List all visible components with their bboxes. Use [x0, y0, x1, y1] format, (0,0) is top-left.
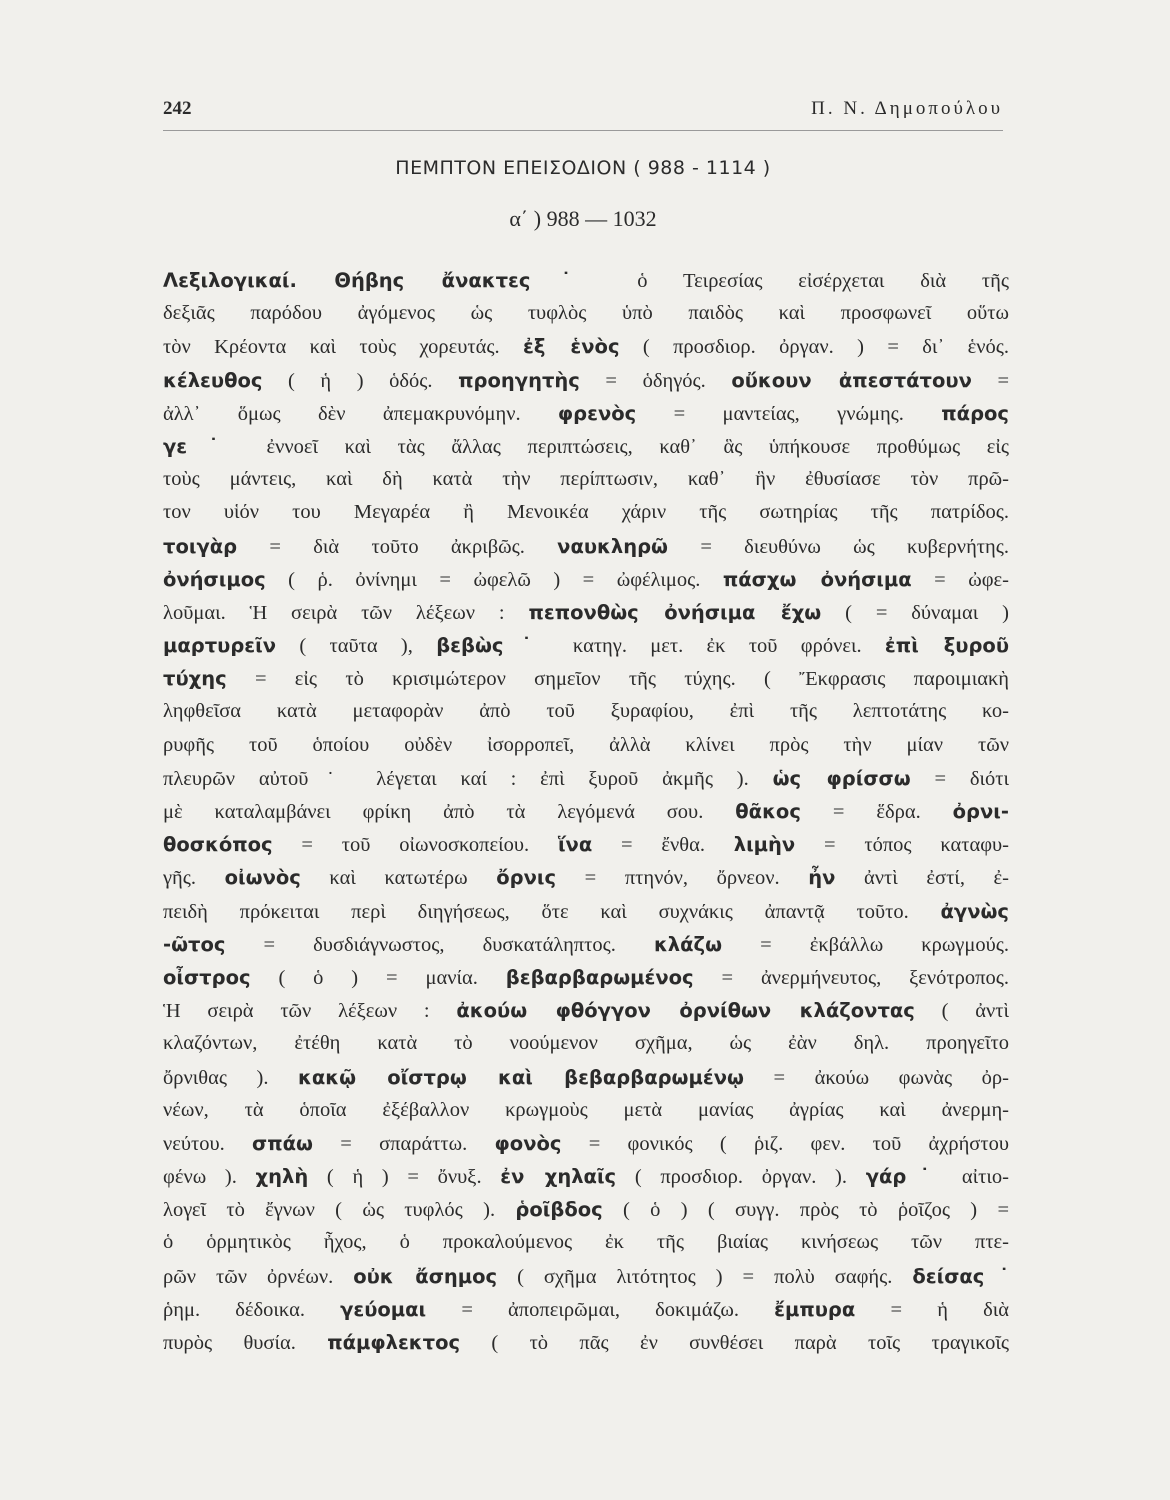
text-line: πυρὸς θυσία. πάμφλεκτος ( τὸ πᾶς ἐν συνθέσει παρὰ τοῖς τραγικοῖς	[163, 1331, 1009, 1354]
text-line: ἀλλ᾿ ὅμως δὲν ἀπεμακρυνόμην. φρενὸς = μαντείας, γνώμης. πάρος	[163, 401, 1009, 425]
text-line: ὁ ὁρμητικὸς ἦχος, ὁ προκαλούμενος ἐκ τῆς βιαίας κινήσεως τῶν πτε-	[163, 1231, 1009, 1254]
text-line: τὸν Κρέοντα καὶ τοὺς χορευτάς. ἐξ ἑνὸς ( προσδιορ. ὀργαν. ) = δι᾿ ἑνός.	[163, 335, 1009, 359]
section-subtitle: α΄ ) 988 — 1032	[509, 206, 657, 231]
text-line: θοσκόπος = τοῦ οἰωνοσκοπείου. ἵνα = ἔνθα. λιμὴν = τόπος καταφυ-	[163, 833, 1009, 857]
text-line: πειδὴ πρόκειται περὶ διηγήσεως, ὅτε καὶ συχνάκις ἀπαντᾷ τοῦτο. ἀγνὼς	[163, 899, 1009, 923]
text-line: ῥημ. δέδοικα. γεύομαι = ἀποπειρῶμαι, δοκιμάζω. ἔμπυρα = ἡ διὰ	[163, 1297, 1009, 1321]
text-line: λογεῖ τὸ ἔγνων ( ὡς τυφλός ). ῥοῖβδος ( ὁ ) ( συγγ. πρὸς τὸ ῥοῖζος ) =	[163, 1198, 1009, 1222]
header-rule	[163, 130, 1003, 131]
running-head-author: Π. Ν. Δημοπούλου	[811, 98, 1003, 119]
text-line: οἶστρος ( ὁ ) = μανία. βεβαρβαρωμένος = ἀνερμήνευτος, ξενότροπος.	[163, 965, 1009, 989]
page-header	[163, 98, 1003, 130]
text-line: μὲ καταλαμβάνει φρίκη ἀπὸ τὰ λεγόμενά σου. θᾶκος = ἕδρα. ὀρνι-	[163, 800, 1009, 823]
text-line: πλευρῶν αὐτοῦ˙ λέγεται καί : ἐπὶ ξυροῦ ἀκμῆς ). ὡς φρίσσω = διότι	[163, 766, 1009, 790]
text-line: Λεξιλογικαί. Θήβης ἄνακτες˙ ὁ Τειρεσίας εἰσέρχεται διὰ τῆς	[163, 269, 1009, 292]
page-number: 242	[163, 98, 192, 119]
text-line: κέλευθος ( ἡ ) ὁδός. προηγητὴς = ὁδηγός. οὔκουν ἀπεστάτουν =	[163, 368, 1009, 392]
text-line: τύχης = εἰς τὸ κρισιμώτερον σημεῖον τῆς τύχης. ( Ἔκφρασις παροιμιακὴ	[163, 667, 1009, 691]
text-line: -ῶτος = δυσδιάγνωστος, δυσκατάληπτος. κλάζω = ἐκβάλλω κρωγμούς.	[163, 932, 1009, 956]
text-line: νέων, τὰ ὁποῖα ἐξέβαλλον κρωγμοὺς μετὰ μανίας ἀγρίας καὶ ἀνερμη-	[163, 1098, 1009, 1121]
text-line: ρῶν τῶν ὀρνέων. οὐκ ἄσημος ( σχῆμα λιτότητος ) = πολὺ σαφής. δείσας˙	[163, 1264, 1009, 1288]
text-line: Ἡ σειρὰ τῶν λέξεων : ἀκούω φθόγγον ὀρνίθων κλάζοντας ( ἀντὶ	[163, 999, 1009, 1023]
text-line: φένω ). χηλὴ ( ἡ ) = ὄνυξ. ἐν χηλαῖς ( προσδιορ. ὀργαν. ). γάρ˙ αἰτιο-	[163, 1165, 1009, 1189]
text-line: ὀνήσιμος ( ῥ. ὀνίνημι = ὠφελῶ ) = ὠφέλιμος. πάσχω ὀνήσιμα = ὠφε-	[163, 567, 1009, 591]
text-line: κλαζόντων, ἐτέθη κατὰ τὸ νοούμενον σχῆμα, ὡς ἐὰν δηλ. προηγεῖτο	[163, 1032, 1009, 1055]
text-line: γε˙ ἐννοεῖ καὶ τὰς ἄλλας περιπτώσεις, καθ᾿ ἃς ὑπήκουσε προθύμως εἰς	[163, 434, 1009, 458]
text-line: ρυφῆς τοῦ ὁποίου οὐδὲν ἰσορροπεῖ, ἀλλὰ κλίνει πρὸς τὴν μίαν τῶν	[163, 733, 1009, 756]
text-line: ληφθεῖσα κατὰ μεταφορὰν ἀπὸ τοῦ ξυραφίου, ἐπὶ τῆς λεπτοτάτης κο-	[163, 700, 1009, 723]
text-line: δεξιᾶς παρόδου ἀγόμενος ὡς τυφλὸς ὑπὸ παιδὸς καὶ προσφωνεῖ οὕτω	[163, 302, 1009, 325]
section-title: ΠΕΜΠΤΟΝ ΕΠΕΙΣΟΔΙΟΝ ( 988 - 1114 )	[395, 157, 771, 179]
text-line: λοῦμαι. Ἡ σειρὰ τῶν λέξεων : πεπονθὼς ὀνήσιμα ἔχω ( = δύναμαι )	[163, 600, 1009, 624]
text-line: τοιγὰρ = διὰ τοῦτο ἀκριβῶς. ναυκληρῶ = διευθύνω ὡς κυβερνήτης.	[163, 534, 1009, 558]
text-line: ὄρνιθας ). κακῷ οἴστρῳ καὶ βεβαρβαρωμένῳ = ἀκούω φωνὰς ὀρ-	[163, 1065, 1009, 1089]
text-line: νεύτου. σπάω = σπαράττω. φονὸς = φονικός ( ῥιζ. φεν. τοῦ ἀχρήστου	[163, 1131, 1009, 1155]
text-line: μαρτυρεῖν ( ταῦτα ), βεβὼς˙ κατηγ. μετ. ἐκ τοῦ φρόνει. ἐπὶ ξυροῦ	[163, 634, 1009, 658]
body-text	[163, 264, 1009, 1359]
text-line: τον υἱόν του Μεγαρέα ἢ Μενοικέα χάριν τῆς σωτηρίας τῆς πατρίδος.	[163, 501, 1009, 524]
text-line: γῆς. οἰωνὸς καὶ κατωτέρω ὄρνις = πτηνόν, ὄρνεον. ἦν ἀντὶ ἐστί, ἐ-	[163, 866, 1009, 890]
text-line: τοὺς μάντεις, καὶ δὴ κατὰ τὴν περίπτωσιν, καθ᾿ ἣν ἐθυσίασε τὸν πρῶ-	[163, 468, 1009, 491]
